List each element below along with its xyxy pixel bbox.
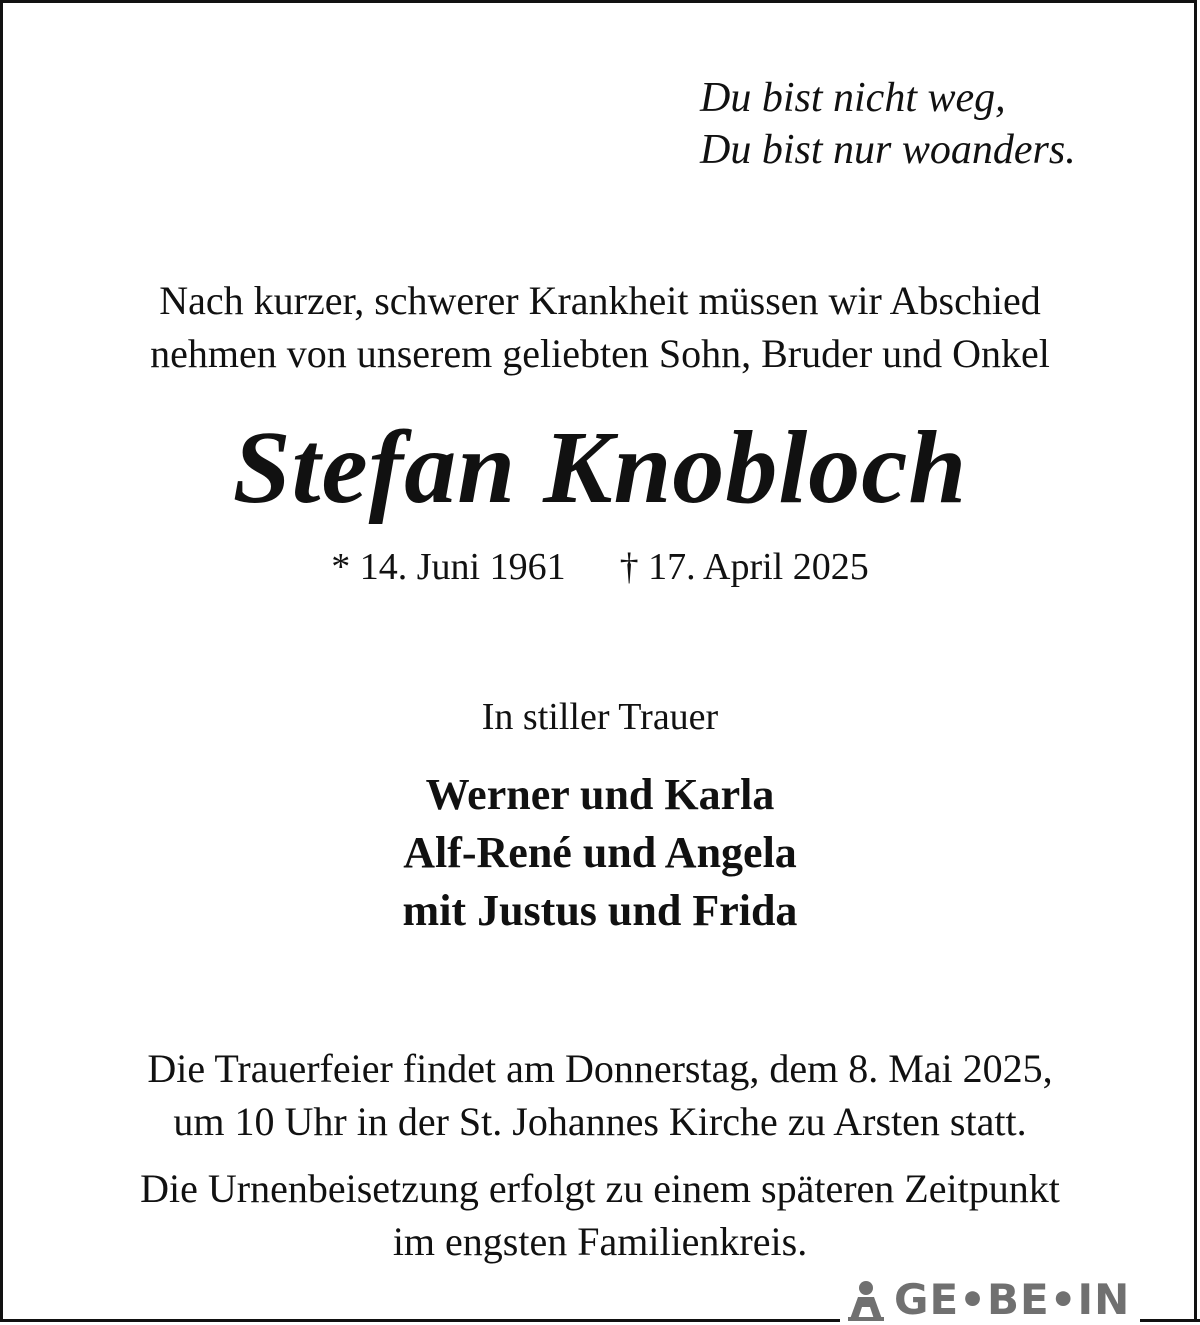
urn-line-2: im engsten Familienkreis. — [392, 1219, 808, 1264]
bottom-border-left — [0, 1319, 840, 1322]
motto — [700, 72, 1076, 176]
family-line-3: mit Justus und Frida — [402, 886, 798, 935]
service-line-1: Die Trauerfeier findet am Donnerstag, dem 8. Mai 2025, — [147, 1046, 1053, 1091]
intro-line-2: nehmen von unserem geliebten Sohn, Bruder und Onkel — [150, 331, 1050, 376]
motto-line-2: Du bist nur woanders. — [700, 127, 1076, 173]
intro-text — [0, 274, 1200, 380]
gebein-logo-icon — [846, 1279, 886, 1321]
service-line-2: um 10 Uhr in der St. Johannes Kirche zu Arsten statt. — [173, 1099, 1027, 1144]
life-dates — [0, 543, 1200, 591]
family-line-2: Alf-René und Angela — [403, 828, 797, 877]
family-list — [0, 766, 1200, 940]
deceased-name: Stefan Knobloch — [232, 410, 968, 525]
gebein-logo — [846, 1276, 1136, 1324]
birth-date: * 14. Juni 1961 — [331, 546, 566, 588]
motto-line-1: Du bist nicht weg, — [700, 75, 1006, 121]
urn-info — [0, 1162, 1200, 1268]
family-line-1: Werner und Karla — [425, 770, 775, 819]
mourning-heading: In stiller Trauer — [481, 696, 719, 738]
gebein-logo-text: GE•BE•IN — [894, 1275, 1131, 1324]
death-date: † 17. April 2025 — [619, 546, 869, 588]
service-info — [0, 1042, 1200, 1148]
intro-line-1: Nach kurzer, schwerer Krankheit müssen wir Abschied — [159, 278, 1041, 323]
urn-line-1: Die Urnenbeisetzung erfolgt zu einem späteren Zeitpunkt — [140, 1166, 1060, 1211]
bottom-border-right — [1140, 1319, 1200, 1322]
